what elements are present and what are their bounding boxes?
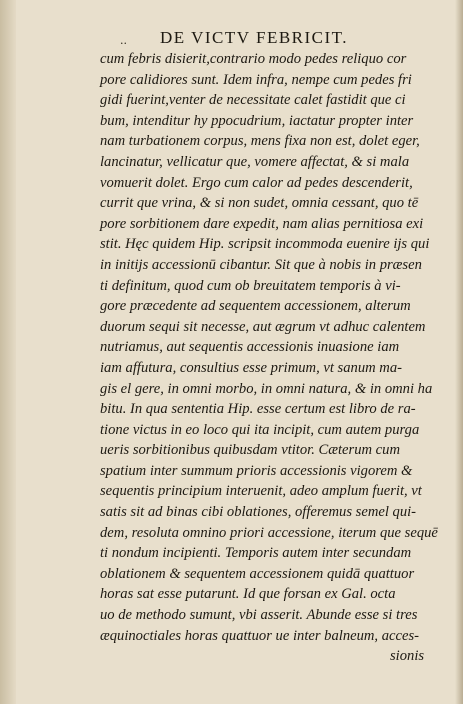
text-line: sequentis principium interuenit, adeo amplum fuerit, vt <box>100 483 422 500</box>
text-line: nutriamus, aut sequentis accessionis inuasione iam <box>100 339 400 356</box>
text-line: satis sit ad binas cibi oblationes, offeremus semel qui- <box>100 504 417 521</box>
page-title: DE VICTV FEBRICIT. <box>160 28 349 47</box>
text-line: pore calidiores sunt. Idem infra, nempe cum pedes fri <box>100 71 412 88</box>
text-line: uo de methodo sumunt, vbi asserit. Abunde esse si tres <box>100 607 418 624</box>
text-line: cum febris disierit,contrario modo pedes reliquo cor <box>100 51 407 67</box>
text-line: dem, resoluta omnino priori accessione, iterum que sequē <box>100 524 438 541</box>
text-line: duorum sequi sit necesse, aut ægrum vt adhuc calentem <box>100 318 426 335</box>
text-line: vomuerit dolet. Ergo cum calor ad pedes descenderit, <box>100 174 413 191</box>
text-line: pore sorbitionem dare expedit, nam alias pernitiosa exi <box>100 215 424 232</box>
running-header <box>0 28 463 50</box>
text-line: tione victus in eo loco qui ita incipit, cum autem purga <box>100 421 420 438</box>
text-line: ueris sorbitionibus quibusdam vtitor. Cæterum cum <box>100 442 400 459</box>
text-line: spatium inter summum prioris accessionis vigorem & <box>100 462 413 479</box>
page-edge-shadow <box>455 0 463 704</box>
text-line: oblationem & sequentem accessionem quidā quattuor <box>100 565 415 582</box>
text-line: ti definitum, quod cum ob breuitatem temporis à vi- <box>100 277 401 294</box>
text-line: gore præcedente ad sequentem accessionem, alterum <box>100 298 411 315</box>
text-line: bum, intenditur hy ppocudrium, iactatur propter inter <box>100 112 414 129</box>
text-line: horas sat esse putarunt. Id que forsan ex Gal. octa <box>100 586 396 603</box>
body-text <box>100 49 445 667</box>
text-line: currit que vrina, & si non sudet, omnia cessant, quo tē <box>100 195 419 212</box>
text-line: gidi fuerint,venter de necessitate calet fastidit que ci <box>100 92 406 109</box>
text-line: in initijs accessionū cibantur. Sit que à nobis in præsen <box>100 256 422 273</box>
text-line: iam affutura, consultius esse primum, vt sanum ma- <box>100 359 403 376</box>
header-mark: .. <box>120 34 127 47</box>
text-line: sionis <box>390 648 425 665</box>
text-line: nam turbationem corpus, mens fixa non est, dolet eger, <box>100 133 420 150</box>
text-line: stit. Hęc quidem Hip. scripsit incommoda euenire ijs qui <box>100 236 430 253</box>
text-line: bitu. In qua sententia Hip. esse certum est libro de ra- <box>100 401 416 418</box>
text-line: gis el gere, in omni morbo, in omni natura, & in omni ha <box>100 380 433 397</box>
text-line: lancinatur, vellicatur que, vomere affectat, & si mala <box>100 153 410 170</box>
text-line: ti nondum incipienti. Temporis autem inter secundam <box>100 545 412 562</box>
text-line: æquinoctiales horas quattuor ue inter balneum, acces- <box>100 627 419 644</box>
page-gutter-shadow <box>0 0 16 704</box>
